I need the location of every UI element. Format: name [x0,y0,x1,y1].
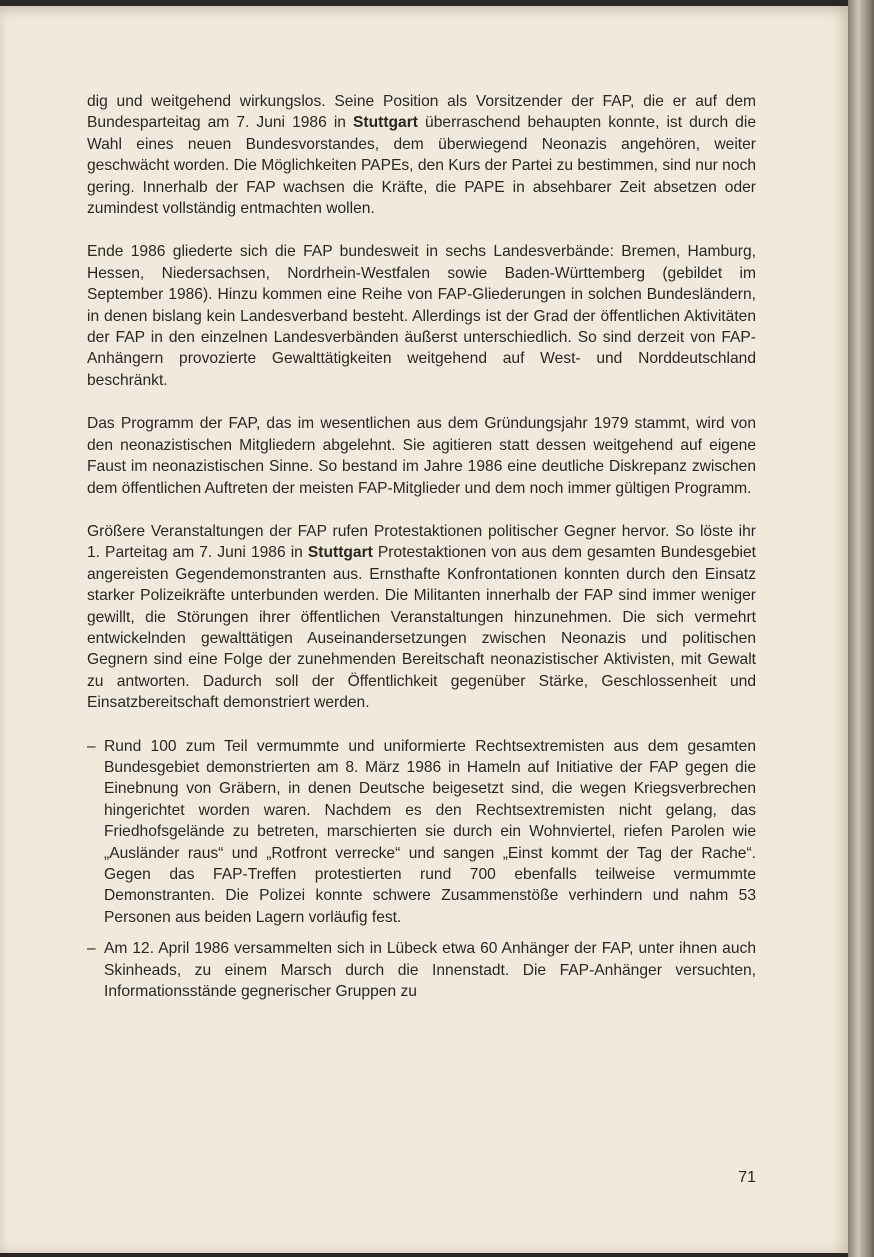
paragraph-1 [87,91,756,219]
paragraph-2: Ende 1986 gliederte sich die FAP bundesweit in sechs Landesverbände: Bremen, Hamburg, Hessen, Niedersachsen, Nordrhein-Westfalen sowie Baden-Württemberg (gebildet im September 1986). Hinzu kommen eine Reihe von FAP-Gliederungen in solchen Bundesländern, in denen bislang kein Landesverband besteht. Allerdings ist der Grad der öffentlichen Aktivitäten der FAP in den einzelnen Landesverbänden äußerst unterschiedlich. So sind derzeit von FAP-Anhängern provozierte Gewalttätigkeiten weitgehend auf West- und Norddeutschland beschränkt. [87,243,756,389]
paragraph-4 [87,521,756,714]
event-list [87,736,756,1003]
list-item [87,736,756,929]
paragraph-4-text-a: Größere Veranstaltungen der FAP rufen Protestaktionen politischer Gegner hervor. So löste ihr 1. Parteitag am 7. Juni 1986 in [87,522,756,562]
list-item-text: Am 12. April 1986 versammelten sich in Lübeck etwa 60 Anhänger der FAP, unter ihnen auch Skinheads, zu einem Marsch durch die Innenstadt. Die FAP-Anhänger versuchten, Informationsstände gegnerischer Gruppen zu [104,940,756,1001]
paragraph-3: Das Programm der FAP, das im wesentlichen aus dem Gründungsjahr 1979 stammt, wird von den neonazistischen Mitgliedern abgelehnt. Sie agitieren statt dessen weitgehend auf eigene Faust im neonazistischen Sinne. So bestand im Jahre 1986 eine deutliche Diskrepanz zwischen dem öffentlichen Auftreten der meisten FAP-Mitglieder und dem noch immer gültigen Programm. [87,415,756,497]
paragraph-1-text-a: dig und weitgehend wirkungslos. Seine Position als Vorsitzender der FAP, die er auf dem Bundesparteitag am 7. Juni 1986 in [87,93,756,132]
book-gutter [848,0,874,1257]
book-page [0,6,848,1253]
list-item [87,938,756,1002]
list-item-text: Rund 100 zum Teil vermummte und uniformierte Rechtsextremisten aus dem gesamten Bundesgebiet demonstrierten am 8. März 1986 in Hameln auf Initiative der FAP gegen die Einebnung von Gräbern, in denen Deutsche beigesetzt sind, die wegen Kriegsverbrechen hingerichtet worden waren. Nachdem es den Rechtsextremisten nicht gelang, das Friedhofsgelände zu betreten, marschierten sie durch ein Wohnviertel, riefen Parolen wie „Ausländer raus“ und „Rotfront verrecke“ und sangen „Einst kommt der Tag der Rache“. Gegen das FAP-Treffen protestierten rund 700 ebenfalls teilweise vermummte Demonstranten. Die Polizei konnte schwere Zusammenstöße verhindern und nahm 53 Personen aus beiden Lagern vorläufig fest. [104,737,756,926]
list-dash: – [87,737,96,755]
body-text [87,91,756,1012]
paragraph-1-bold-place: Stuttgart [353,114,418,132]
paragraph-1-text-b: überraschend behaupten konnte, ist durch die Wahl eines neuen Bundesvorstandes, dem überwiegend Neonazis angehören, weiter geschwächt worden. Die Möglichkeiten PAPEs, den Kurs der Partei zu bestimmen, sind nur noch gering. Innerhalb der FAP wachsen die Kräfte, die PAPE in absehbarer Zeit absetzen oder zumindest vollständig entmachten wollen. [87,114,756,218]
page-number: 71 [738,1169,756,1186]
paragraph-4-text-b: Protestaktionen von aus dem gesamten Bundesgebiet angereisten Gegendemonstranten aus. Ernsthafte Konfrontationen konnten durch den Einsatz starker Polizeikräfte unterbunden werden. Die Militanten innerhalb der FAP sind immer weniger gewillt, die Störungen ihrer öffentlichen Veranstaltungen hinzunehmen. Die sich vermehrt entwickelnden gewalttätigen Auseinandersetzungen zwischen Neonazis und politischen Gegnern sind eine Folge der zunehmenden Bereitschaft neonazistischer Aktivisten, mit Gewalt zu antworten. Dadurch soll der Öffentlichkeit gegenüber Stärke, Geschlossenheit und Einsatzbereitschaft demonstriert werden. [87,544,756,712]
list-dash: – [87,940,96,958]
paragraph-4-bold-place: Stuttgart [307,544,373,562]
